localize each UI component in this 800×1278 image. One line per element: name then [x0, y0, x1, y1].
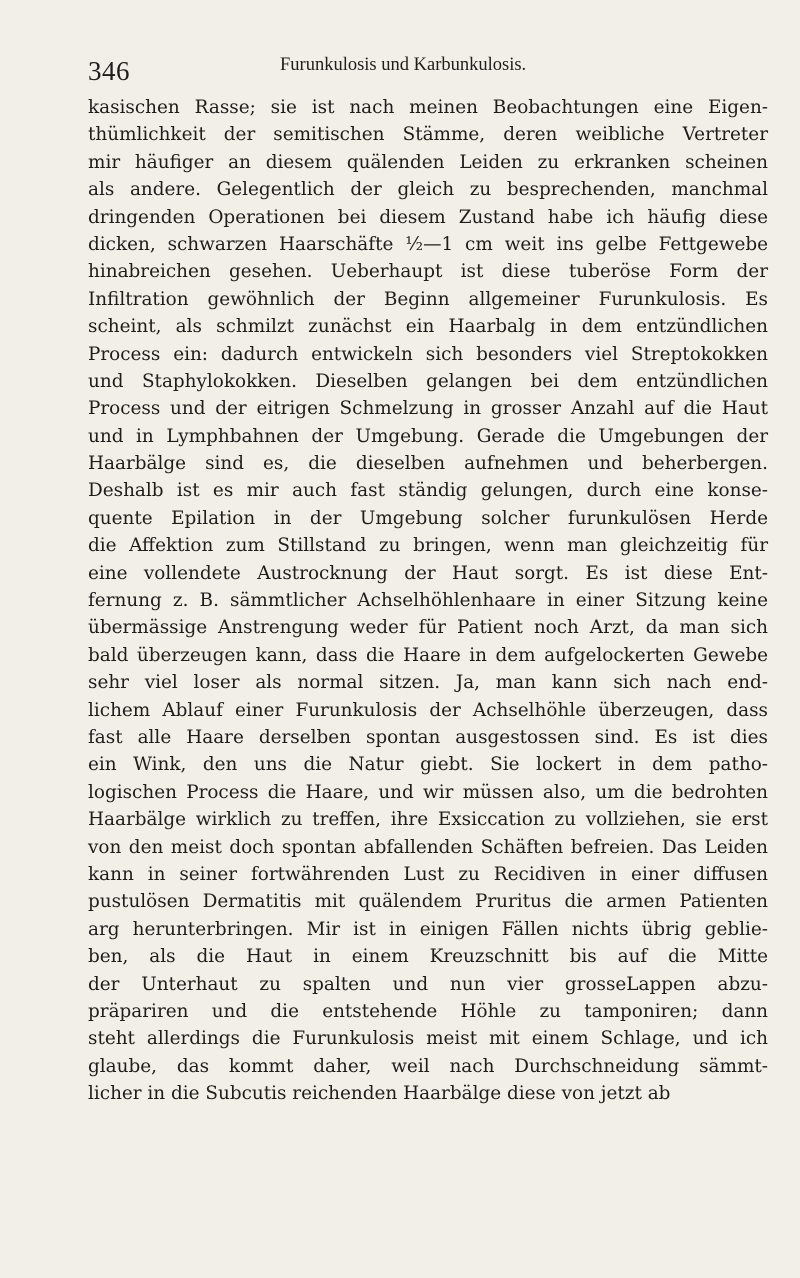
text-line: Process ein: dadurch entwickeln sich besonders viel Streptokokken	[88, 343, 768, 365]
text-line: sehr viel loser als normal sitzen. Ja, man kann sich nach end-	[88, 672, 768, 694]
text-line: scheint, als schmilzt zunächst ein Haarbalg in dem entzündlichen	[88, 316, 768, 338]
text-line: hinabreichen gesehen. Ueberhaupt ist diese tuberöse Form der	[88, 261, 768, 283]
text-line: logischen Process die Haare, und wir müssen also, um die bedrohten	[88, 781, 768, 803]
body-text	[88, 94, 768, 1107]
text-line: kasischen Rasse; sie ist nach meinen Beobachtungen eine Eigen-	[88, 97, 768, 118]
text-line: der Unterhaut zu spalten und nun vier grosseLappen abzu-	[88, 973, 768, 995]
text-line: die Affektion zum Stillstand zu bringen, wenn man gleichzeitig für	[88, 535, 768, 557]
text-line: glaube, das kommt daher, weil nach Durchschneidung sämmt-	[88, 1055, 768, 1077]
text-line: licher in die Subcutis reichenden Haarbälge diese von jetzt ab	[88, 1083, 671, 1105]
text-line: pustulösen Dermatitis mit quälendem Pruritus die armen Patienten	[88, 891, 768, 913]
text-line: quente Epilation in der Umgebung solcher furunkulösen Herde	[88, 507, 768, 529]
text-line: Haarbälge wirklich zu treffen, ihre Exsiccation zu vollziehen, sie erst	[88, 809, 768, 831]
text-line: lichem Ablauf einer Furunkulosis der Achselhöhle überzeugen, dass	[88, 699, 768, 721]
text-line: fast alle Haare derselben spontan ausgestossen sind. Es ist dies	[88, 726, 768, 748]
text-line: bald überzeugen kann, dass die Haare in dem aufgelockerten Gewebe	[88, 644, 768, 666]
text-line: mir häufiger an diesem quälenden Leiden zu erkranken scheinen	[88, 151, 768, 173]
text-line: steht allerdings die Furunkulosis meist mit einem Schlage, und ich	[88, 1028, 768, 1050]
text-line: arg herunterbringen. Mir ist in einigen Fällen nichts übrig geblie-	[88, 918, 768, 940]
text-line: Process und der eitrigen Schmelzung in grosser Anzahl auf die Haut	[88, 398, 768, 420]
text-line: und in Lymphbahnen der Umgebung. Gerade die Umgebungen der	[88, 425, 768, 447]
text-line: als andere. Gelegentlich der gleich zu besprechenden, manchmal	[88, 179, 768, 201]
running-head: Furunkulosis und Karbunkulosis.	[280, 55, 527, 75]
text-line: Haarbälge sind es, die dieselben aufnehmen und beherbergen.	[88, 453, 768, 475]
text-line: Deshalb ist es mir auch fast ständig gelungen, durch eine konse-	[88, 480, 768, 502]
text-line: von den meist doch spontan abfallenden Schäften befreien. Das Leiden	[88, 836, 768, 858]
text-line: dringenden Operationen bei diesem Zustand habe ich häufig diese	[88, 206, 768, 228]
text-line: ben, als die Haut in einem Kreuzschnitt bis auf die Mitte	[88, 946, 768, 968]
text-line: kann in seiner fortwährenden Lust zu Recidiven in einer diffusen	[88, 863, 768, 885]
text-line: und Staphylokokken. Dieselben gelangen bei dem entzündlichen	[88, 370, 768, 392]
text-line: Infiltration gewöhnlich der Beginn allgemeiner Furunkulosis. Es	[88, 288, 768, 310]
page-header	[88, 52, 740, 92]
text-line: dicken, schwarzen Haarschäfte ½—1 cm weit ins gelbe Fettgewebe	[88, 233, 768, 255]
text-line: ein Wink, den uns die Natur giebt. Sie lockert in dem patho-	[88, 754, 768, 776]
text-line: thümlichkeit der semitischen Stämme, deren weibliche Vertreter	[88, 124, 768, 146]
page-number: 346	[88, 56, 130, 86]
text-line: präpariren und die entstehende Höhle zu tamponiren; dann	[88, 1000, 768, 1022]
text-line: eine vollendete Austrocknung der Haut sorgt. Es ist diese Ent-	[88, 562, 768, 584]
text-line: übermässige Anstrengung weder für Patient noch Arzt, da man sich	[88, 617, 768, 639]
text-line: fernung z. B. sämmtlicher Achselhöhlenhaare in einer Sitzung keine	[88, 590, 768, 612]
